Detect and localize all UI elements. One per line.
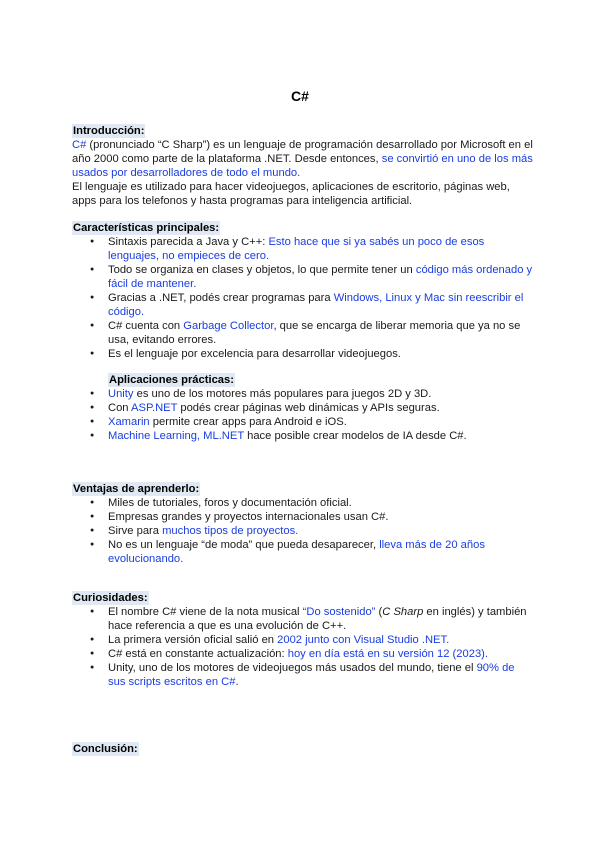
list-item: ● Miles de tutoriales, foros y documentación oficial. [72,496,534,510]
features-section [72,221,534,361]
curiosities-heading: Curiosidades: [73,592,148,604]
app-link[interactable]: Unity [108,388,134,400]
list-item: ● El nombre C# viene de la nota musical “Do sostenido” (C Sharp en inglés) y también hace referencia a que es una evolución de C++. [72,605,534,633]
features-list [72,235,534,361]
advantages-heading: Ventajas de aprenderlo: [73,483,200,495]
list-item: ● C# está en constante actualización: hoy en día está en su versión 12 (2023). [72,647,534,661]
curiosity-link[interactable]: hoy en día está en su versión 12 (2023). [287,648,488,660]
features-heading: Características principales: [73,222,220,234]
list-item: ● Machine Learning, ML.NET hace posible crear modelos de IA desde C#. [72,429,534,443]
apps-section [72,373,534,443]
list-item: ● Xamarin permite crear apps para Android e iOS. [72,415,534,429]
list-item: ● C# cuenta con Garbage Collector, que se encarga de liberar memoria que ya no se usa, evitando errores. [72,319,534,347]
curiosity-link[interactable]: “Do sostenido” [302,606,376,618]
list-item: ● Sintaxis parecida a Java y C++: Esto hace que si ya sabés un poco de esos lenguajes, no empieces de cero. [72,235,534,263]
feature-link[interactable]: Garbage Collector [183,320,274,332]
document-title: C# [291,88,309,104]
intro-heading: Introducción: [73,125,145,137]
apps-heading: Aplicaciones prácticas: [109,374,234,386]
feature-link[interactable]: código más ordenado y fácil de mantener. [108,264,533,290]
apps-list [72,387,534,443]
popularity-link[interactable]: se convirtió en uno de los más usados por desarrolladores de todo el mundo. [72,153,533,179]
intro-paragraph-1: C# (pronunciado “C Sharp”) es un lenguaje de programación desarrollado por Microsoft en el año 2000 como parte de la plataforma .NET. Desde entonces, se convirtió en uno de los más usados por desarrolladores de todo el mundo. [72,139,533,179]
list-item: ● Es el lenguaje por excelencia para desarrollar videojuegos. [72,347,534,361]
advantages-list [72,496,534,566]
feature-link[interactable]: Windows, Linux y Mac sin reescribir el código. [108,292,524,318]
curiosities-section [72,591,534,689]
feature-link[interactable]: Esto hace que si ya sabés un poco de esos lenguajes, no empieces de cero. [108,236,485,262]
conclusion-section [72,742,534,756]
list-item: ● Gracias a .NET, podés crear programas para Windows, Linux y Mac sin reescribir el código. [72,291,534,319]
advantages-section [72,482,534,566]
app-link[interactable]: ASP.NET [131,402,178,414]
list-item: ● Con ASP.NET podés crear páginas web dinámicas y APIs seguras. [72,401,534,415]
csharp-link[interactable]: C# [72,139,87,151]
curiosity-link[interactable]: 2002 junto con Visual Studio .NET. [277,634,450,646]
list-item: ● No es un lenguaje “de moda” que pueda desaparecer, lleva más de 20 años evolucionando. [72,538,534,566]
advantage-link[interactable]: lleva más de 20 años evolucionando. [108,539,485,565]
curiosities-list [72,605,534,689]
intro-paragraph-2: El lenguaje es utilizado para hacer videojuegos, aplicaciones de escritorio, páginas web, apps para los telefonos y hasta programas para inteligencia artificial. [72,181,510,207]
list-item: ● Todo se organiza en clases y objetos, lo que permite tener un código más ordenado y fácil de mantener. [72,263,534,291]
advantage-link[interactable]: muchos tipos de proyectos. [162,525,299,537]
app-link[interactable]: Machine Learning, ML.NET [108,430,244,442]
curiosity-link[interactable]: 90% de sus scripts escritos en C# [108,662,515,688]
list-item: ● Empresas grandes y proyectos internacionales usan C#. [72,510,534,524]
list-item: ● Unity, uno de los motores de videojuegos más usados del mundo, tiene el 90% de sus scripts escritos en C#. [72,661,534,689]
list-item: ● Sirve para muchos tipos de proyectos. [72,524,534,538]
conclusion-heading: Conclusión: [73,743,138,755]
list-item: ● La primera versión oficial salió en 2002 junto con Visual Studio .NET. [72,633,534,647]
intro-section [72,124,534,208]
app-link[interactable]: Xamarin [108,416,150,428]
list-item: ● Unity es uno de los motores más populares para juegos 2D y 3D. [72,387,534,401]
